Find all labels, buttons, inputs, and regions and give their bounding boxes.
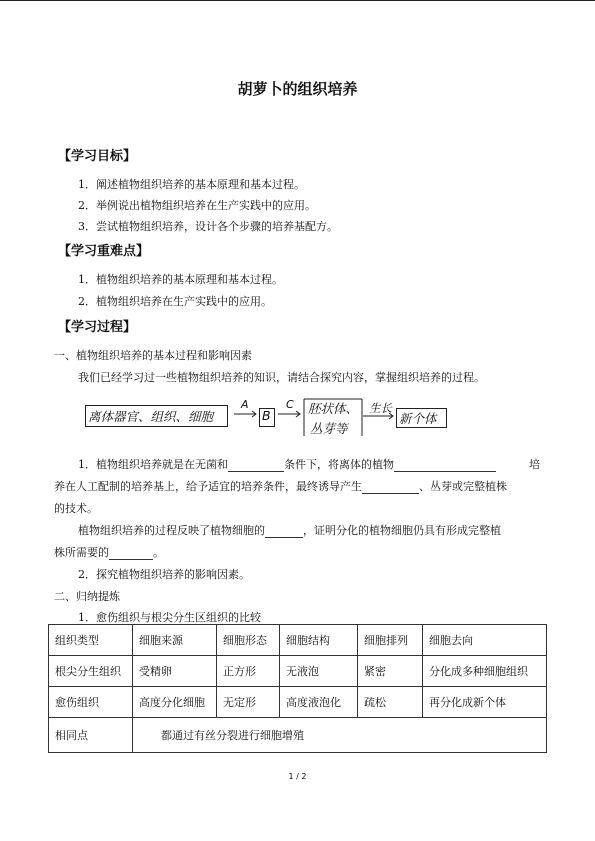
q1-line3: 的技术。 <box>54 502 98 515</box>
table-header-cell: 细胞结构 <box>280 625 358 656</box>
principle-text-d: 。 <box>153 546 164 559</box>
comparison-table <box>48 624 547 753</box>
table-cell: 紧密 <box>358 656 423 687</box>
principle-blank-2[interactable] <box>109 547 153 560</box>
q1-text-b: 条件下，将离体的植物 <box>284 458 394 471</box>
q1-blank-2[interactable] <box>394 459 496 472</box>
page-number: 1 / 2 <box>288 772 307 781</box>
table-header-row <box>49 625 547 656</box>
table-row <box>49 687 547 718</box>
table-cell: 高度分化细胞 <box>133 687 217 718</box>
diagram-arrow-a-label: A <box>241 398 249 411</box>
diagram-start-label: 离体器官、组织、细胞 <box>88 409 214 424</box>
principle-line2 <box>54 544 164 560</box>
q1-text-e: 、丛芽或完整植株 <box>419 480 507 493</box>
keypoint-item-1: 1．植物组织培养的基本原理和基本过程。 <box>78 273 283 286</box>
table-cell: 正方形 <box>217 656 280 687</box>
q1-line2 <box>54 478 507 494</box>
principle-text-b: ，证明分化的植物细胞仍具有形成完整植 <box>303 524 501 537</box>
principle-blank-1[interactable] <box>265 525 303 538</box>
goal-item-1: 1．阐述植物组织培养的基本原理和基本过程。 <box>78 178 305 191</box>
goal-item-2: 2．举例说出植物组织培养在生产实践中的应用。 <box>78 199 316 212</box>
table-common-value: 都通过有丝分裂进行细胞增殖 <box>133 718 547 753</box>
table-cell: 再分化成新个体 <box>423 687 547 718</box>
table-header-cell: 细胞排列 <box>358 625 423 656</box>
table-common-row <box>49 718 547 753</box>
goals-heading: 【学习目标】 <box>58 149 137 164</box>
table-common-label: 相同点 <box>49 718 133 753</box>
diagram-grow-label: 生长 <box>369 401 392 415</box>
diagram-branch-top: 胚状体、 <box>308 401 359 416</box>
page-title: 胡萝卜的组织培养 <box>237 80 358 98</box>
part2-title: 二、归纳提炼 <box>54 590 120 603</box>
principle-text-c: 株所需要的 <box>54 546 109 559</box>
table-cell: 根尖分生组织 <box>49 656 133 687</box>
diagram-arrow-c-label: C <box>286 398 294 411</box>
q1-text-d: 养在人工配制的培养基上，给予适宜的培养条件，最终诱导产生 <box>54 480 362 493</box>
q1-line1 <box>78 456 496 472</box>
q1-blank-1[interactable] <box>228 459 284 472</box>
part1-title: 一、植物组织培养的基本过程和影响因素 <box>54 349 252 362</box>
diagram-branch-bottom: 丛芽等 <box>310 421 348 436</box>
table-cell: 高度液泡化 <box>280 687 358 718</box>
principle-text-a: 植物组织培养的过程反映了植物细胞的 <box>78 524 265 537</box>
diagram-b-label: B <box>262 408 271 423</box>
table-header-cell: 细胞形态 <box>217 625 280 656</box>
q2-text: 2．探究植物组织培养的影响因素。 <box>78 568 250 581</box>
table-header-cell: 组织类型 <box>49 625 133 656</box>
keypoints-heading: 【学习重难点】 <box>58 244 150 259</box>
q1-blank-3[interactable] <box>362 481 419 494</box>
table-row <box>49 656 547 687</box>
compare-title: 1．愈伤组织与根尖分生区组织的比较 <box>78 611 261 624</box>
keypoint-item-2: 2．植物组织培养在生产实践中的应用。 <box>78 295 272 308</box>
table-cell: 无液泡 <box>280 656 358 687</box>
goal-item-3: 3．尝试植物组织培养，设计各个步骤的培养基配方。 <box>78 220 338 233</box>
table-cell: 愈伤组织 <box>49 687 133 718</box>
page-top-border <box>0 0 595 1</box>
table-header-cell: 细胞去向 <box>423 625 547 656</box>
process-intro: 我们已经学习过一些植物组织培养的知识，请结合探究内容，掌握组织培养的过程。 <box>78 371 485 384</box>
q1-text-a: 1．植物组织培养就是在无菌和 <box>78 458 228 471</box>
principle-line1 <box>78 522 501 538</box>
diagram-end-label: 新个体 <box>399 411 437 426</box>
table-header-cell: 细胞来源 <box>133 625 217 656</box>
table-cell: 疏松 <box>358 687 423 718</box>
table-cell: 无定形 <box>217 687 280 718</box>
process-heading: 【学习过程】 <box>58 320 137 335</box>
table-cell: 分化成多种细胞组织 <box>423 656 547 687</box>
q1-text-c: 培 <box>529 458 540 471</box>
table-cell: 受精卵 <box>133 656 217 687</box>
